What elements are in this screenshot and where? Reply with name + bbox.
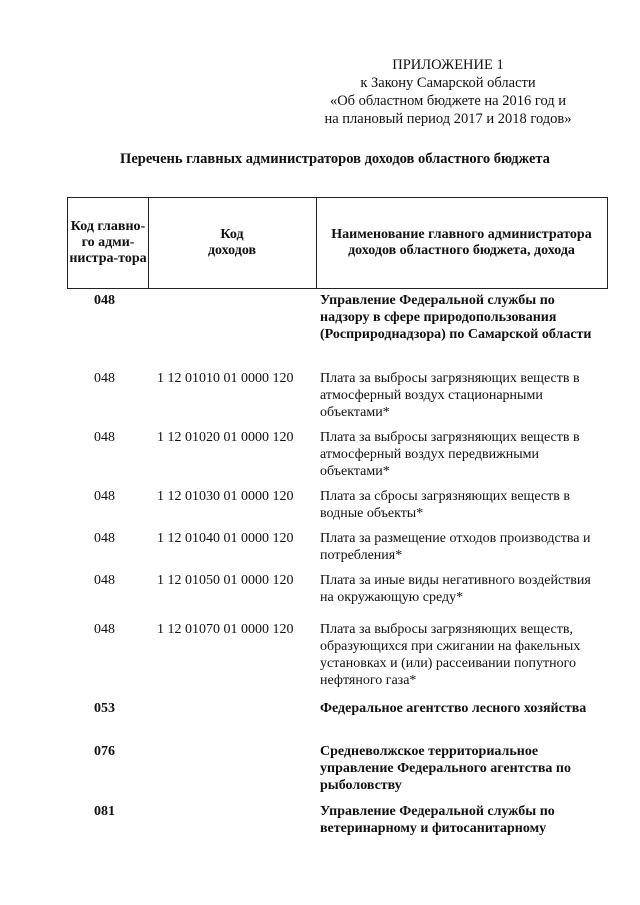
header-name-label: Наименование главного администратора доходов областного бюджета, дохода — [331, 227, 592, 258]
header-income-code-label: Код доходов — [207, 227, 257, 258]
admin-code: 048 — [94, 293, 115, 308]
income-code: 1 12 01030 01 0000 120 — [157, 489, 294, 504]
admin-code: 048 — [94, 489, 115, 504]
income-code: 1 12 01050 01 0000 120 — [157, 573, 294, 588]
income-code: 1 12 01010 01 0000 120 — [157, 371, 294, 386]
appendix-law-period: на плановый период 2017 и 2018 годов» — [324, 111, 572, 127]
income-name: Плата за сбросы загрязняющих веществ в водные объекты* — [320, 489, 570, 521]
admin-code: 048 — [94, 430, 115, 445]
income-name: Плата за выбросы загрязняющих веществ в атмосферный воздух стационарными объектами* — [320, 371, 580, 420]
income-name: Плата за иные виды негативного воздействия на окружающую среду* — [320, 573, 591, 605]
table-header — [67, 197, 608, 289]
appendix-number: ПРИЛОЖЕНИЕ 1 — [392, 57, 504, 73]
header-admin-code — [68, 198, 149, 288]
appendix-law-ref: к Закону Самарской области — [360, 75, 536, 91]
income-code: 1 12 01070 01 0000 120 — [157, 622, 294, 637]
header-name — [316, 198, 607, 288]
header-admin-code-label: Код главно-го адми-нистра-тора — [69, 219, 147, 266]
admin-code: 076 — [94, 744, 115, 759]
admin-name: Управление Федеральной службы по ветеринарному и фитосанитарному — [320, 804, 555, 836]
appendix-law-title: «Об областном бюджете на 2016 год и — [329, 93, 567, 109]
admin-name: Управление Федеральной службы по надзору в сфере природопользования (Росприроднадзора) по Самарской области — [320, 293, 592, 342]
admin-code: 048 — [94, 622, 115, 637]
income-name: Плата за выбросы загрязняющих веществ, образующихся при сжигании на факельных установках и (или) рассеивании попутного нефтяного газа* — [320, 622, 581, 688]
admin-name: Федеральное агентство лесного хозяйства — [320, 701, 587, 716]
admin-code: 048 — [94, 531, 115, 546]
document-title: Перечень главных администраторов доходов областного бюджета — [120, 151, 550, 167]
admin-code: 081 — [94, 804, 115, 819]
income-name: Плата за выбросы загрязняющих веществ в атмосферный воздух передвижными объектами* — [320, 430, 580, 479]
income-name: Плата за размещение отходов производства и потребления* — [320, 531, 591, 563]
header-income-code — [148, 198, 317, 288]
income-code: 1 12 01020 01 0000 120 — [157, 430, 294, 445]
admin-code: 048 — [94, 371, 115, 386]
admin-code: 053 — [94, 701, 115, 716]
appendix-header — [288, 56, 608, 128]
admin-code: 048 — [94, 573, 115, 588]
admin-name: Средневолжское территориальное управление Федерального агентства по рыболовству — [320, 744, 571, 793]
income-code: 1 12 01040 01 0000 120 — [157, 531, 294, 546]
